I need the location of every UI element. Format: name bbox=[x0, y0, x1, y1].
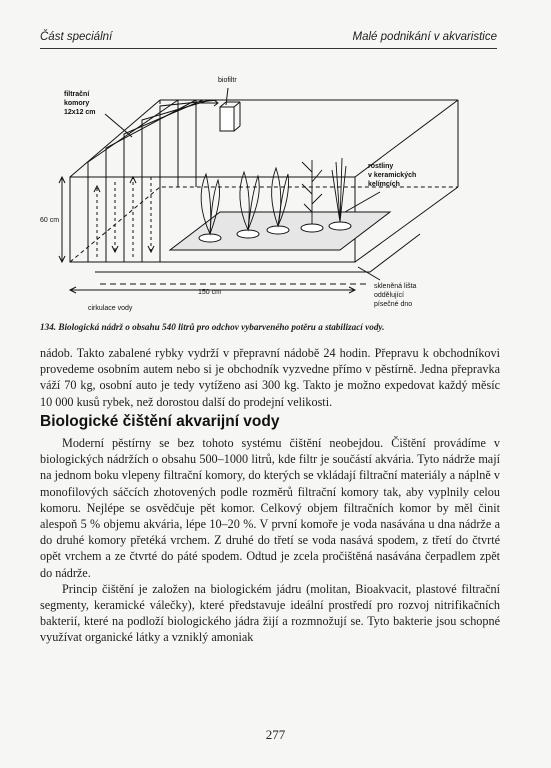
label-height: 60 cm bbox=[40, 217, 60, 224]
aquarium-diagram bbox=[40, 62, 470, 317]
label-strip-2: oddělující bbox=[374, 292, 404, 299]
label-plants-3: kelímcích bbox=[368, 181, 400, 188]
page-number: 277 bbox=[265, 727, 286, 742]
section-heading: Biologické čištění akvarijní vody bbox=[40, 413, 280, 430]
label-biofilter: biofiltr bbox=[218, 77, 237, 84]
label-circulation: cirkulace vody bbox=[88, 305, 133, 312]
running-header-left: Část speciální bbox=[40, 31, 113, 43]
label-length: 150 cm bbox=[198, 289, 221, 296]
body-paragraph-1 bbox=[40, 345, 500, 410]
label-plants-1: rostliny bbox=[368, 163, 394, 170]
label-chambers-2: komory bbox=[64, 100, 90, 107]
biofilter-box bbox=[220, 107, 234, 131]
label-strip-3: písečné dno bbox=[374, 301, 413, 308]
paragraph-text: Moderní pěstírny se bez tohoto systému čištění neobejdou. Čištění provádíme v biologických nádržích o obsahu 500–1000 litrů, kde filtr je součástí akvária. Tyto nádrže mají na jednom boku vlepeny filtrační komory, do kterých se vkládají filtrační materiály a náplně v monofilových sáčcích zhotovených podle rozměrů filtrační komory tak, aby vyplnily celou komoru. Nejlépe se osvědčuje pět komor. Celkový objem filtračních komor by měl činit alespoň 5 % objemu akvária, lépe 10–20 %. V první komoře je voda nasávána u dna nádrže a do druhé komory přetéká vrchem. Z druhé do třetí se voda nasává spodem, z třetí do čtvrté opět vrchem a ze čtvrté do páté spodem. Odtud je zcela pročištěná nasávána čerpadlem zpět do nádrže. bbox=[40, 436, 500, 580]
label-strip-1: skleněná lišta bbox=[374, 283, 417, 290]
body-paragraphs bbox=[40, 435, 500, 646]
paragraph-text: Princip čištění je založen na biologickém jádru (molitan, Bioakvacit, plastové filtrační segmenty, keramické válečky), které představuje ideální prostředí pro rozvoj nitrifikačních bakterií, které na podloží biologického jádra žijí a rozmnožují se. Tyto bakterie jsou schopné využívat organické látky a vzniklý amoniak bbox=[40, 581, 500, 645]
figure-caption: 134. Biologická nádrž o obsahu 540 litrů pro odchov vybarveného potěru a stabilizací vody. bbox=[40, 322, 385, 332]
header-rule bbox=[40, 48, 497, 49]
paragraph-text: nádob. Takto zabalené rybky vydrží v přepravní nádobě 24 hodin. Přepravu k obchodníkovi provedeme osobním autem nebo si je obchodník vyzvedne přímo v pěstírně. Jedna přepravka váží 70 kg, osobní auto je tedy vytíženo asi 300 kg. Takto je možno expedovat každý měsíc 10 000 kusů rybek, než dorostou další do prodejní velikosti. bbox=[40, 346, 500, 409]
label-chambers-3: 12x12 cm bbox=[64, 109, 96, 116]
label-plants-2: v keramických bbox=[368, 172, 417, 179]
label-chambers-1: filtrační bbox=[64, 91, 90, 98]
running-header-right: Malé podnikání v akvaristice bbox=[352, 31, 497, 43]
